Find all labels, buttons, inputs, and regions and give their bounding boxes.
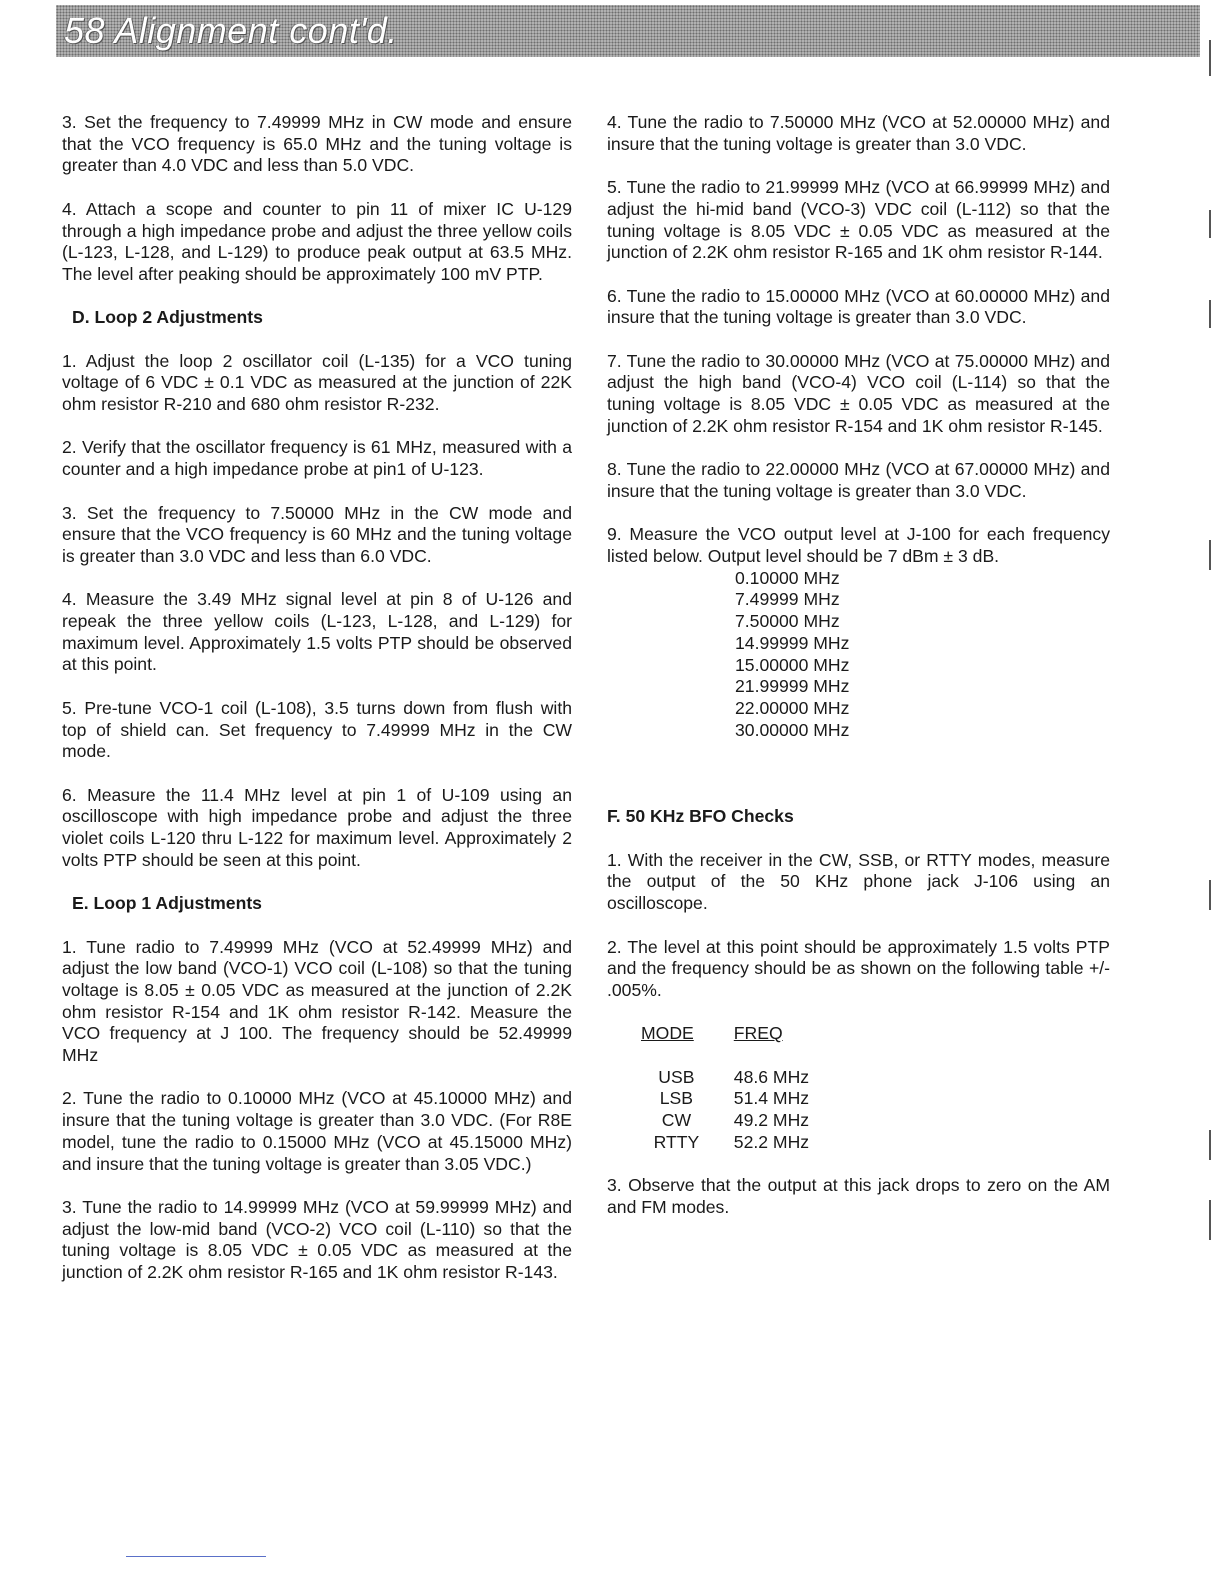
list-item: 0.10000 MHz — [735, 567, 840, 588]
left-column — [62, 112, 572, 1305]
page-header-banner — [56, 5, 1200, 57]
paragraph: 4. Measure the 3.49 MHz signal level at pin 8 of U-126 and repeak the three yellow coils (L-123, L-128, and L-129) for maximum level. Approximately 1.5 volts PTP should be observed at this point. — [62, 589, 572, 675]
paragraph: 5. Pre-tune VCO-1 coil (L-108), 3.5 turns down from flush with top of shield can. Set frequency to 7.49999 MHz in the CW mode. — [62, 697, 572, 762]
table-cell-freq: 49.2 MHz — [733, 1110, 810, 1131]
paragraph: 2. The level at this point should be approximately 1.5 volts PTP and the frequency should be as shown on the following table +/- .005%. — [607, 936, 1110, 1000]
table-cell-freq: 52.2 MHz — [733, 1131, 810, 1152]
paragraph: 6. Measure the 11.4 MHz level at pin 1 of U-109 using an oscilloscope with high impedance probe and adjust the three violet coils L-120 thru L-122 for maximum level. Approximately 2 volts PTP should be seen at this point. — [62, 784, 572, 870]
list-item: 14.99999 MHz — [735, 632, 850, 653]
paragraph: 4. Attach a scope and counter to pin 11 of mixer IC U-129 through a high impedance probe and adjust the three yellow coils (L-123, L-128, and L-129) to produce peak output at 63.5 MHz. The level after peaking should be approximately 100 mV PTP. — [62, 198, 572, 284]
binding-edge-mark — [1209, 880, 1211, 910]
paragraph: 3. Set the frequency to 7.50000 MHz in the CW mode and ensure that the VCO frequency is 60 MHz and the tuning voltage is greater than 3.0 VDC and less than 6.0 VDC. — [62, 502, 572, 566]
frequency-list — [607, 568, 1110, 742]
list-item: 30.00000 MHz — [735, 719, 850, 740]
table-row — [641, 1132, 823, 1154]
binding-edge-mark — [1209, 1200, 1211, 1240]
binding-edge-mark — [1209, 540, 1211, 570]
paragraph: 6. Tune the radio to 15.00000 MHz (VCO at 60.00000 MHz) and insure that the tuning voltage is greater than 3.0 VDC. — [607, 285, 1110, 328]
paragraph: 5. Tune the radio to 21.99999 MHz (VCO at 66.99999 MHz) and adjust the hi-mid band (VCO-3) VDC coil (L-112) so that the tuning voltage is 8.05 VDC ± 0.05 VDC as measured at the junction of 2.2K ohm resistor R-165 and 1K ohm resistor R-144. — [607, 177, 1110, 263]
section-heading-loop2: D. Loop 2 Adjustments — [72, 307, 263, 328]
paragraph: 8. Tune the radio to 22.00000 MHz (VCO at 67.00000 MHz) and insure that the tuning voltage is greater than 3.0 VDC. — [607, 459, 1110, 501]
right-column — [607, 112, 1110, 1240]
section-heading-loop1: E. Loop 1 Adjustments — [72, 893, 262, 914]
list-item: 21.99999 MHz — [735, 676, 850, 697]
paragraph: 3. Set the frequency to 7.49999 MHz in CW mode and ensure that the VCO frequency is 65.0 MHz and the tuning voltage is greater than 4.0 VDC and less than 5.0 VDC. — [62, 112, 572, 176]
page-title: 58 Alignment cont'd. — [64, 10, 398, 51]
table-cell-mode: RTTY — [653, 1131, 700, 1152]
table-row — [641, 1067, 823, 1089]
paragraph: 4. Tune the radio to 7.50000 MHz (VCO at 52.00000 MHz) and insure that the tuning voltage is greater than 3.0 VDC. — [607, 112, 1110, 154]
column-header-freq: FREQ — [733, 1023, 783, 1044]
table-header-row — [641, 1023, 823, 1045]
paragraph: 2. Tune the radio to 0.10000 MHz (VCO at 45.10000 MHz) and insure that the tuning voltage is greater than 3.0 VDC. (For R8E model, tune the radio to 0.15000 MHz (VCO at 45.15000 MHz) and insure that the tuning voltage is greater than 3.05 VDC.) — [62, 1088, 572, 1174]
section-heading-bfo: F. 50 KHz BFO Checks — [607, 806, 794, 827]
table-cell-freq: 51.4 MHz — [733, 1088, 810, 1109]
binding-edge-mark — [1209, 40, 1211, 76]
table-row — [641, 1088, 823, 1110]
list-item: 22.00000 MHz — [735, 697, 850, 718]
table-row — [641, 1110, 823, 1132]
table-cell-freq: 48.6 MHz — [733, 1066, 810, 1087]
paragraph: 9. Measure the VCO output level at J-100 for each frequency listed below. Output level should be 7 dBm ± 3 dB. — [607, 524, 1110, 566]
paragraph: 3. Observe that the output at this jack drops to zero on the AM and FM modes. — [607, 1175, 1110, 1217]
binding-edge-mark — [1209, 210, 1211, 238]
binding-edge-mark — [1209, 1130, 1211, 1160]
paragraph: 1. Tune radio to 7.49999 MHz (VCO at 52.49999 MHz) and adjust the low band (VCO-1) VCO coil (L-108) so that the tuning voltage is 8.05 ± 0.05 VDC as measured at the junction of 2.2K ohm resistor R-154 and 1K ohm resistor R-142. Measure the VCO frequency at J 100. The frequency should be 52.49999 MHz — [62, 936, 572, 1066]
table-cell-mode: USB — [658, 1066, 695, 1087]
table-cell-mode: CW — [661, 1110, 692, 1131]
list-item: 15.00000 MHz — [735, 654, 850, 675]
list-item: 7.49999 MHz — [735, 589, 840, 610]
paragraph: 1. Adjust the loop 2 oscillator coil (L-135) for a VCO tuning voltage of 6 VDC ± 0.1 VDC as measured at the junction of 22K ohm resistor R-210 and 680 ohm resistor R-232. — [62, 350, 572, 415]
list-item: 7.50000 MHz — [735, 611, 840, 632]
paragraph: 1. With the receiver in the CW, SSB, or RTTY modes, measure the output of the 50 KHz phone jack J-106 using an oscilloscope. — [607, 849, 1110, 914]
paragraph: 2. Verify that the oscillator frequency is 61 MHz, measured with a counter and a high impedance probe at pin1 of U-123. — [62, 437, 572, 480]
paragraph: 7. Tune the radio to 30.00000 MHz (VCO at 75.00000 MHz) and adjust the high band (VCO-4) VCO coil (L-114) so that the tuning voltage is 8.05 VDC ± 0.05 VDC as measured at the junction of 2.2K ohm resistor R-154 and 1K ohm resistor R-145. — [607, 350, 1110, 436]
mode-frequency-table — [641, 1023, 823, 1153]
paragraph: 3. Tune the radio to 14.99999 MHz (VCO at 59.99999 MHz) and adjust the low-mid band (VCO-2) VCO coil (L-110) so that the tuning voltage is 8.05 VDC ± 0.05 VDC as measured at the junction of 2.2K ohm resistor R-165 and 1K ohm resistor R-143. — [62, 1196, 572, 1283]
column-header-mode: MODE — [641, 1023, 694, 1044]
table-cell-mode: LSB — [659, 1088, 694, 1109]
footer-rule — [126, 1556, 266, 1557]
binding-edge-mark — [1209, 300, 1211, 328]
